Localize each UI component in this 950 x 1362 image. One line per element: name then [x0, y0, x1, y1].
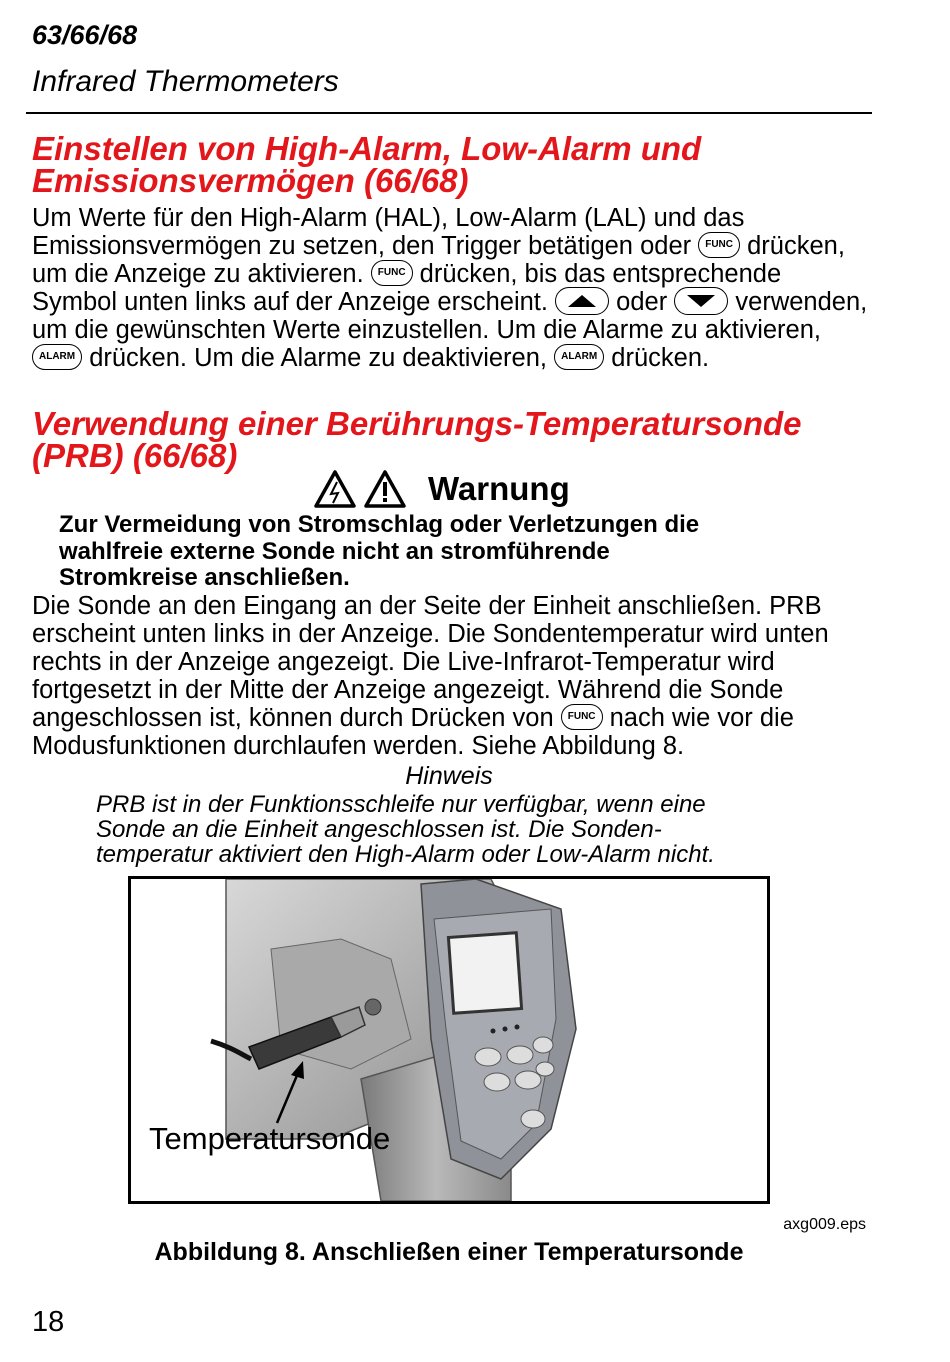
probe-instructions [32, 592, 872, 760]
probe-text-2: nach wie vor die Modusfunktionen durchlaufen werden. Siehe Abbildung 8. [32, 704, 794, 760]
note-line1: PRB ist in der Funktionsschleife nur verfügbar, wenn eine [96, 791, 706, 818]
section-heading-alarm [32, 130, 872, 199]
func-key-icon: FUNC [561, 704, 603, 730]
down-arrow-icon [674, 287, 728, 315]
header-rule [26, 112, 872, 114]
figure-filename: axg009.eps [783, 1216, 866, 1233]
alarm-text-4: oder [616, 288, 668, 316]
probe-text-1: Die Sonde an den Eingang an der Seite der Einheit anschließen. PRB erscheint unten links in der Anzeige. Die Sondentemperatur wird unten rechts in der Anzeige angezeigt. Die Live-Infrarot-Temperatur wird fortgesetzt in der Mitte der Anzeige angezeigt. Während die Sonde angeschlossen ist, können durch Drücken von [32, 592, 829, 732]
header-model: 63/66/68 [32, 20, 138, 50]
caution-warning-icon [364, 470, 406, 508]
up-arrow-icon [555, 287, 609, 315]
alarm-text-5: verwenden, um die gewünschten Werte einzustellen. Um die Alarme zu aktivieren, [32, 288, 868, 344]
alarm-instructions [32, 204, 872, 372]
note-text [96, 792, 836, 867]
note-line2: Sonde an die Einheit angeschlossen ist. Die Sonden- [96, 816, 662, 843]
section-heading-probe-line1: Verwendung einer Berührungs-Temperatursonde [32, 405, 802, 442]
section-heading-alarm-line1: Einstellen von High-Alarm, Low-Alarm und [32, 130, 702, 167]
warning-header [314, 470, 570, 508]
page-number: 18 [32, 1306, 65, 1338]
alarm-text-2: drücken, um die Anzeige zu aktivieren. [32, 232, 845, 288]
alarm-key-icon: ALARM [32, 344, 82, 370]
figure-caption: Abbildung 8. Anschließen einer Temperatursonde [154, 1238, 744, 1266]
header-subtitle: Infrared Thermometers [32, 65, 339, 98]
figure-probe-connection [128, 876, 770, 1204]
warning-title: Warnung [428, 470, 570, 507]
figure-label-probe: Temperatursonde [149, 1121, 391, 1156]
alarm-text-7: drücken. [611, 344, 710, 372]
alarm-key-icon: ALARM [554, 344, 604, 370]
section-heading-alarm-line2: Emissionsvermögen (66/68) [32, 162, 469, 199]
section-heading-probe [32, 405, 872, 474]
warning-text [59, 512, 849, 592]
warning-line2: wahlfreie externe Sonde nicht an stromführende [59, 537, 610, 565]
note-title: Hinweis [405, 762, 493, 790]
warning-line1: Zur Vermeidung von Stromschlag oder Verletzungen die [59, 511, 700, 538]
section-heading-probe-line2: (PRB) (66/68) [32, 437, 238, 474]
func-key-icon: FUNC [371, 260, 413, 286]
electric-shock-warning-icon [314, 470, 356, 508]
alarm-text-1: Um Werte für den High-Alarm (HAL), Low-Alarm (LAL) und das Emissionsvermögen zu setzen, den Trigger betätigen oder [32, 204, 745, 260]
note-line3: temperatur aktiviert den High-Alarm oder Low-Alarm nicht. [96, 841, 715, 868]
alarm-text-6: drücken. Um die Alarme zu deaktivieren, [89, 344, 547, 372]
warning-line3: Stromkreise anschließen. [59, 564, 350, 591]
alarm-text-3: drücken, bis das entsprechende Symbol unten links auf der Anzeige erscheint. [32, 260, 782, 316]
func-key-icon: FUNC [698, 232, 740, 258]
